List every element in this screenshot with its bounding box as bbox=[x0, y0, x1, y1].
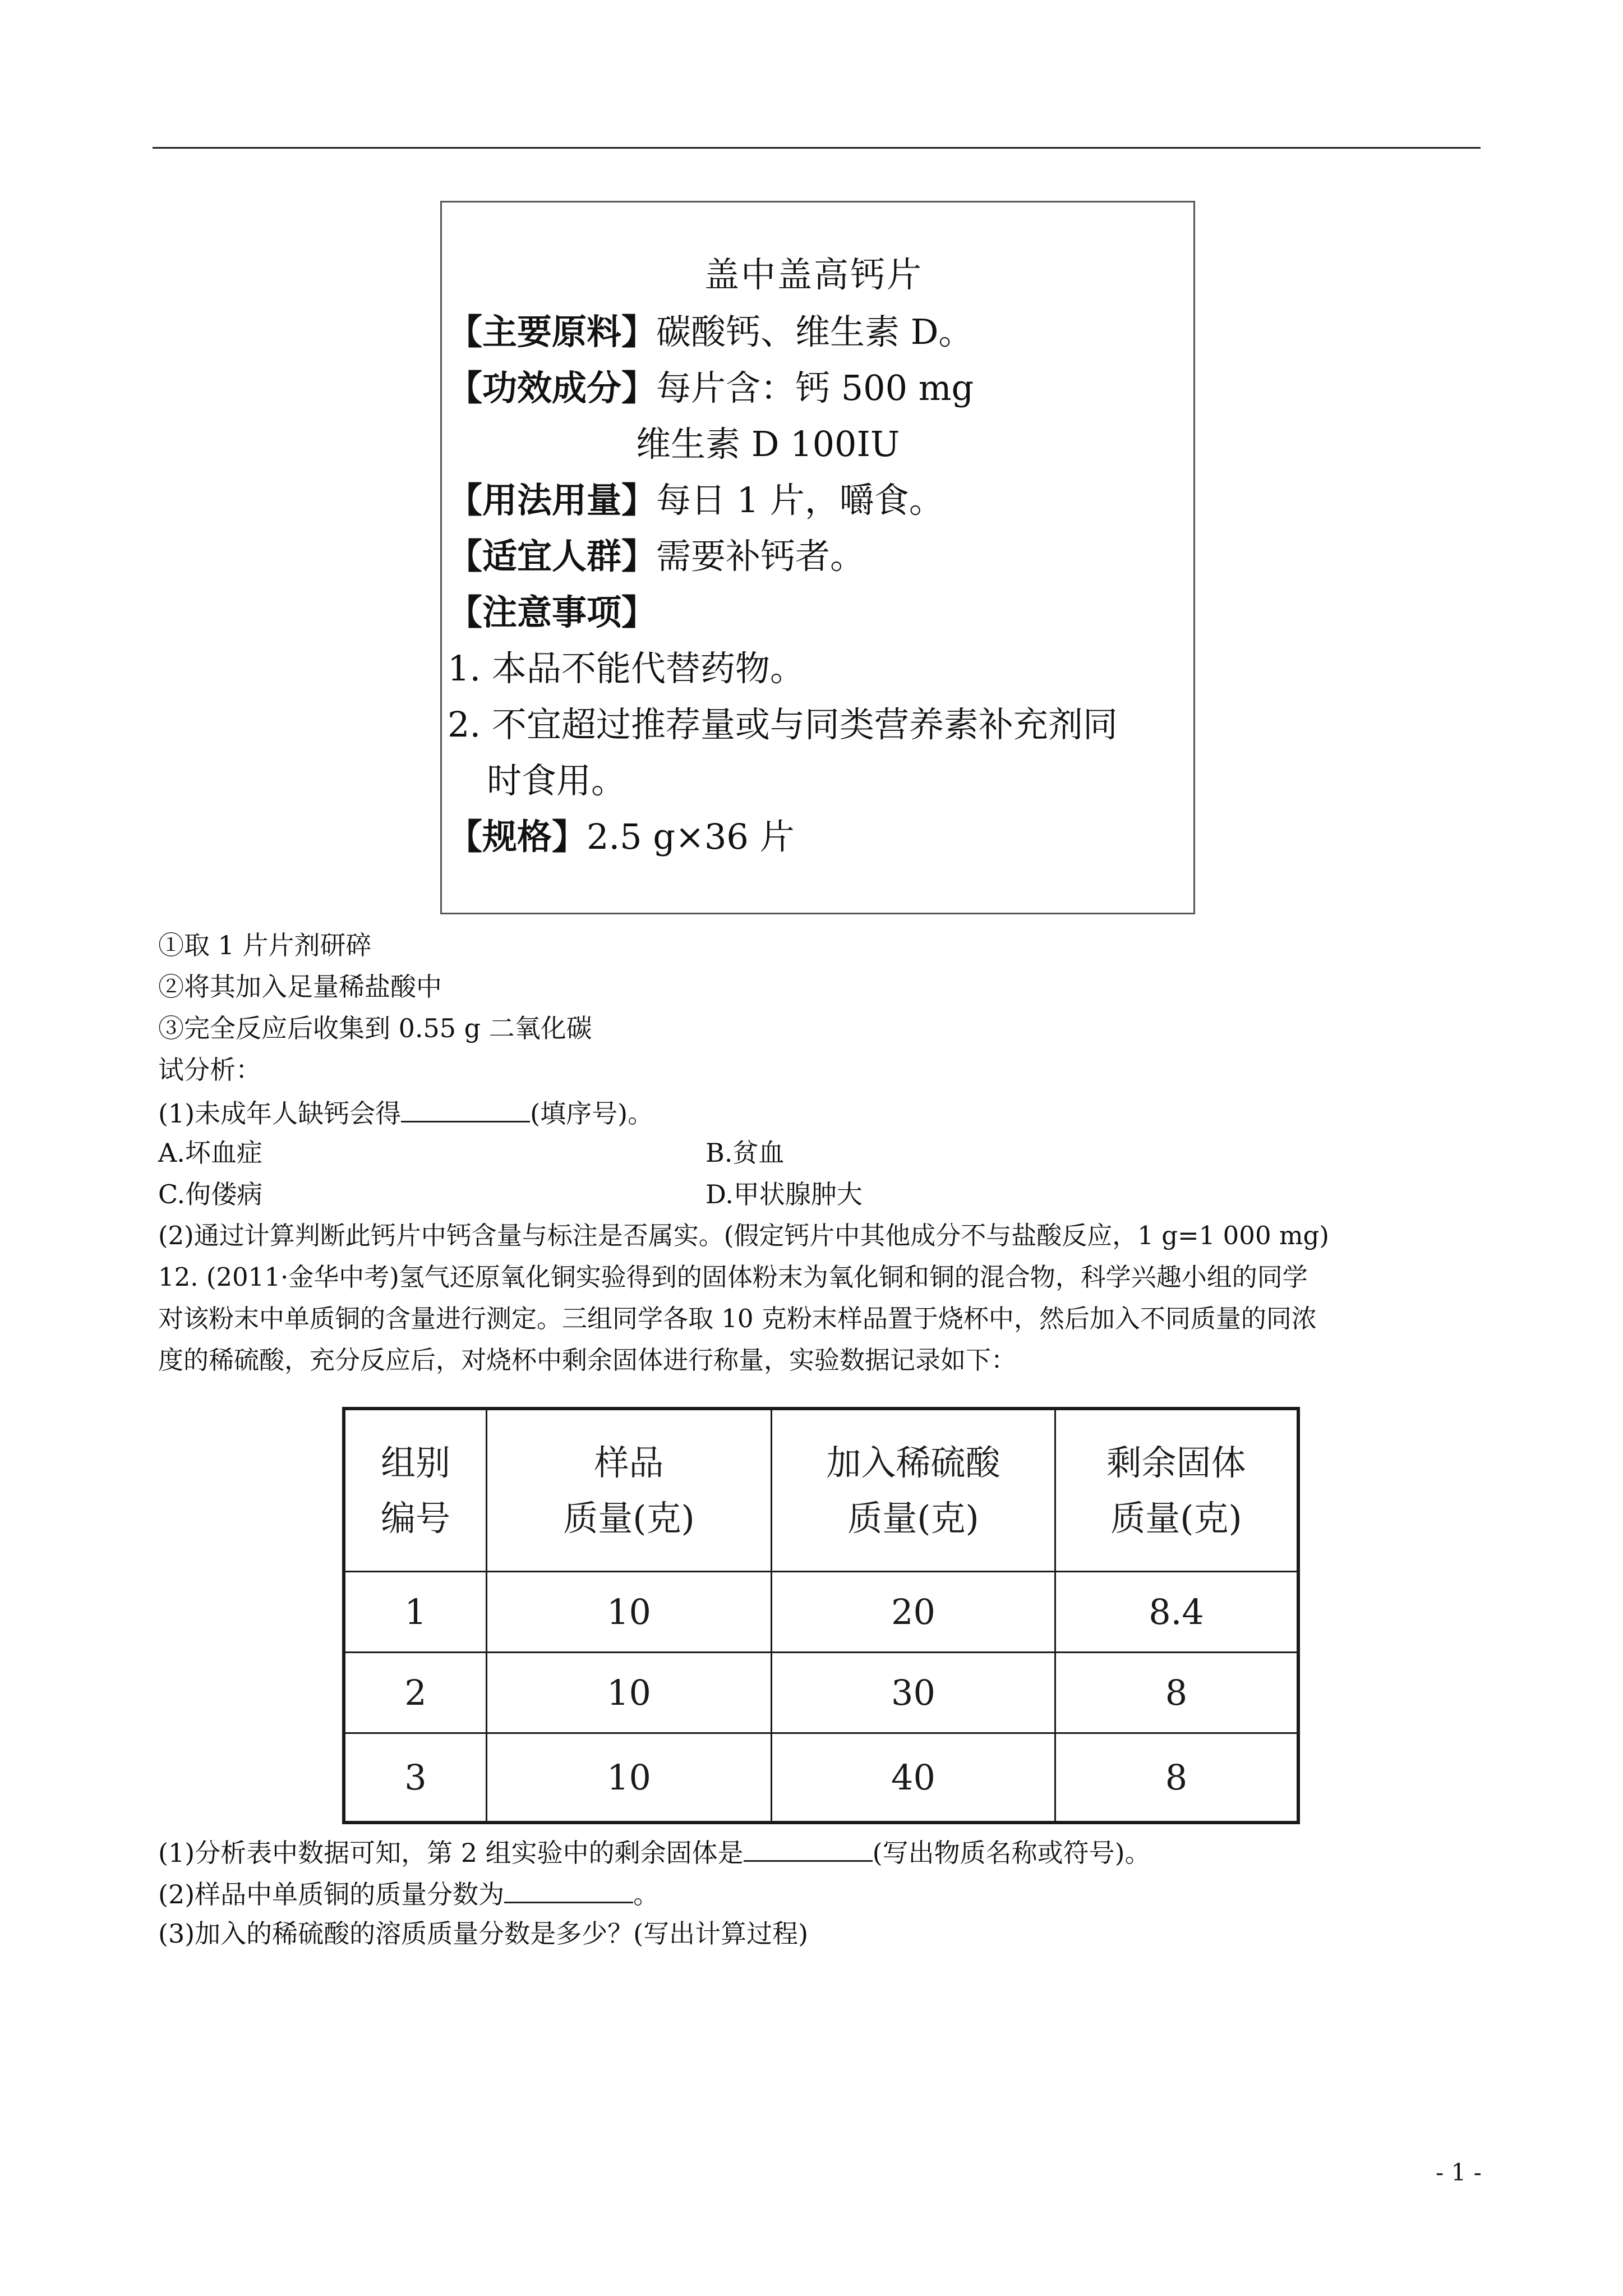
table-cell: 8 bbox=[1165, 1672, 1188, 1713]
label-note-1: 1. 本品不能代替药物。 bbox=[448, 648, 805, 689]
step-3: ③完全反应后收集到 0.55 g 二氧化碳 bbox=[158, 1013, 592, 1043]
q12-part2: (2)样品中单质铜的质量分数为 。 bbox=[158, 1879, 660, 1910]
label-row-spec: 【规格】2.5 g×36 片 bbox=[448, 816, 795, 857]
analysis-intro: 试分析： bbox=[158, 1055, 261, 1085]
q11-part2: (2)通过计算判断此钙片中钙含量与标注是否属实。(假定钙片中其他成分不与盐酸反应，1 g=1 000 mg) bbox=[158, 1221, 1329, 1250]
data-table bbox=[342, 1407, 1300, 1824]
answer-blank[interactable] bbox=[744, 1838, 873, 1862]
product-label bbox=[440, 201, 1195, 914]
q11-part1: (1)未成年人缺钙会得 (填序号)。 bbox=[158, 1098, 654, 1129]
label-row-notes-head: 【注意事项】 bbox=[448, 592, 657, 633]
label-row-ingredients: 【主要原料】碳酸钙、维生素 D。 bbox=[448, 311, 974, 352]
table-header-residue: 剩余固体 质量(克) bbox=[1106, 1442, 1246, 1539]
answer-blank[interactable] bbox=[504, 1879, 633, 1903]
option-a: A.坏血症 bbox=[158, 1138, 262, 1168]
label-row-audience: 【适宜人群】需要补钙者。 bbox=[448, 536, 865, 577]
answer-blank[interactable] bbox=[401, 1098, 530, 1122]
label-note-2-cont: 时食用。 bbox=[487, 760, 626, 801]
table-header-sample: 样品 质量(克) bbox=[563, 1442, 695, 1539]
table-cell: 8 bbox=[1165, 1756, 1188, 1798]
step-2: ②将其加入足量稀盐酸中 bbox=[158, 972, 442, 1002]
page-number: - 1 - bbox=[1436, 2159, 1482, 2186]
table-header-group: 组别 编号 bbox=[380, 1442, 450, 1539]
table-cell: 10 bbox=[607, 1756, 651, 1798]
q12-part3: (3)加入的稀硫酸的溶质质量分数是多少？(写出计算过程) bbox=[158, 1918, 809, 1949]
label-note-2: 2. 不宜超过推荐量或与同类营养素补充剂同 bbox=[448, 704, 1118, 745]
table-cell: 10 bbox=[607, 1591, 651, 1632]
q12-part1: (1)分析表中数据可知，第 2 组实验中的剩余固体是 (写出物质名称或符号)。 bbox=[158, 1838, 1151, 1868]
option-b: B.贫血 bbox=[706, 1138, 785, 1168]
step-1: ①取 1 片片剂研碎 bbox=[158, 930, 372, 960]
table-cell: 8.4 bbox=[1149, 1591, 1204, 1632]
header-rule bbox=[153, 147, 1481, 149]
label-row-vitamin: 维生素 D 100IU bbox=[636, 424, 900, 464]
option-c: C.佝偻病 bbox=[158, 1179, 263, 1209]
table-cell: 10 bbox=[607, 1672, 651, 1713]
table-cell: 1 bbox=[404, 1591, 427, 1632]
label-row-usage: 【用法用量】每日 1 片，嚼食。 bbox=[448, 480, 944, 521]
table-header-acid: 加入稀硫酸 质量(克) bbox=[826, 1442, 1000, 1539]
label-title: 盖中盖高钙片 bbox=[704, 254, 924, 295]
table-cell: 2 bbox=[404, 1672, 427, 1713]
q12-stem-2: 对该粉末中单质铜的含量进行测定。三组同学各取 10 克粉末样品置于烧杯中，然后加入不同质量的同浓 bbox=[158, 1304, 1317, 1333]
label-row-effective: 【功效成分】每片含：钙 500 mg bbox=[448, 367, 974, 408]
table-cell: 20 bbox=[891, 1591, 935, 1632]
table-cell: 40 bbox=[891, 1756, 935, 1798]
q12-stem-3: 度的稀硫酸，充分反应后，对烧杯中剩余固体进行称量，实验数据记录如下： bbox=[158, 1345, 1017, 1375]
table-cell: 30 bbox=[891, 1672, 935, 1713]
option-d: D.甲状腺肿大 bbox=[706, 1179, 863, 1209]
table-cell: 3 bbox=[404, 1756, 427, 1798]
q12-stem-1: 12. (2011·金华中考)氢气还原氧化铜实验得到的固体粉末为氧化铜和铜的混合物，科学兴趣小组的同学 bbox=[158, 1262, 1308, 1292]
